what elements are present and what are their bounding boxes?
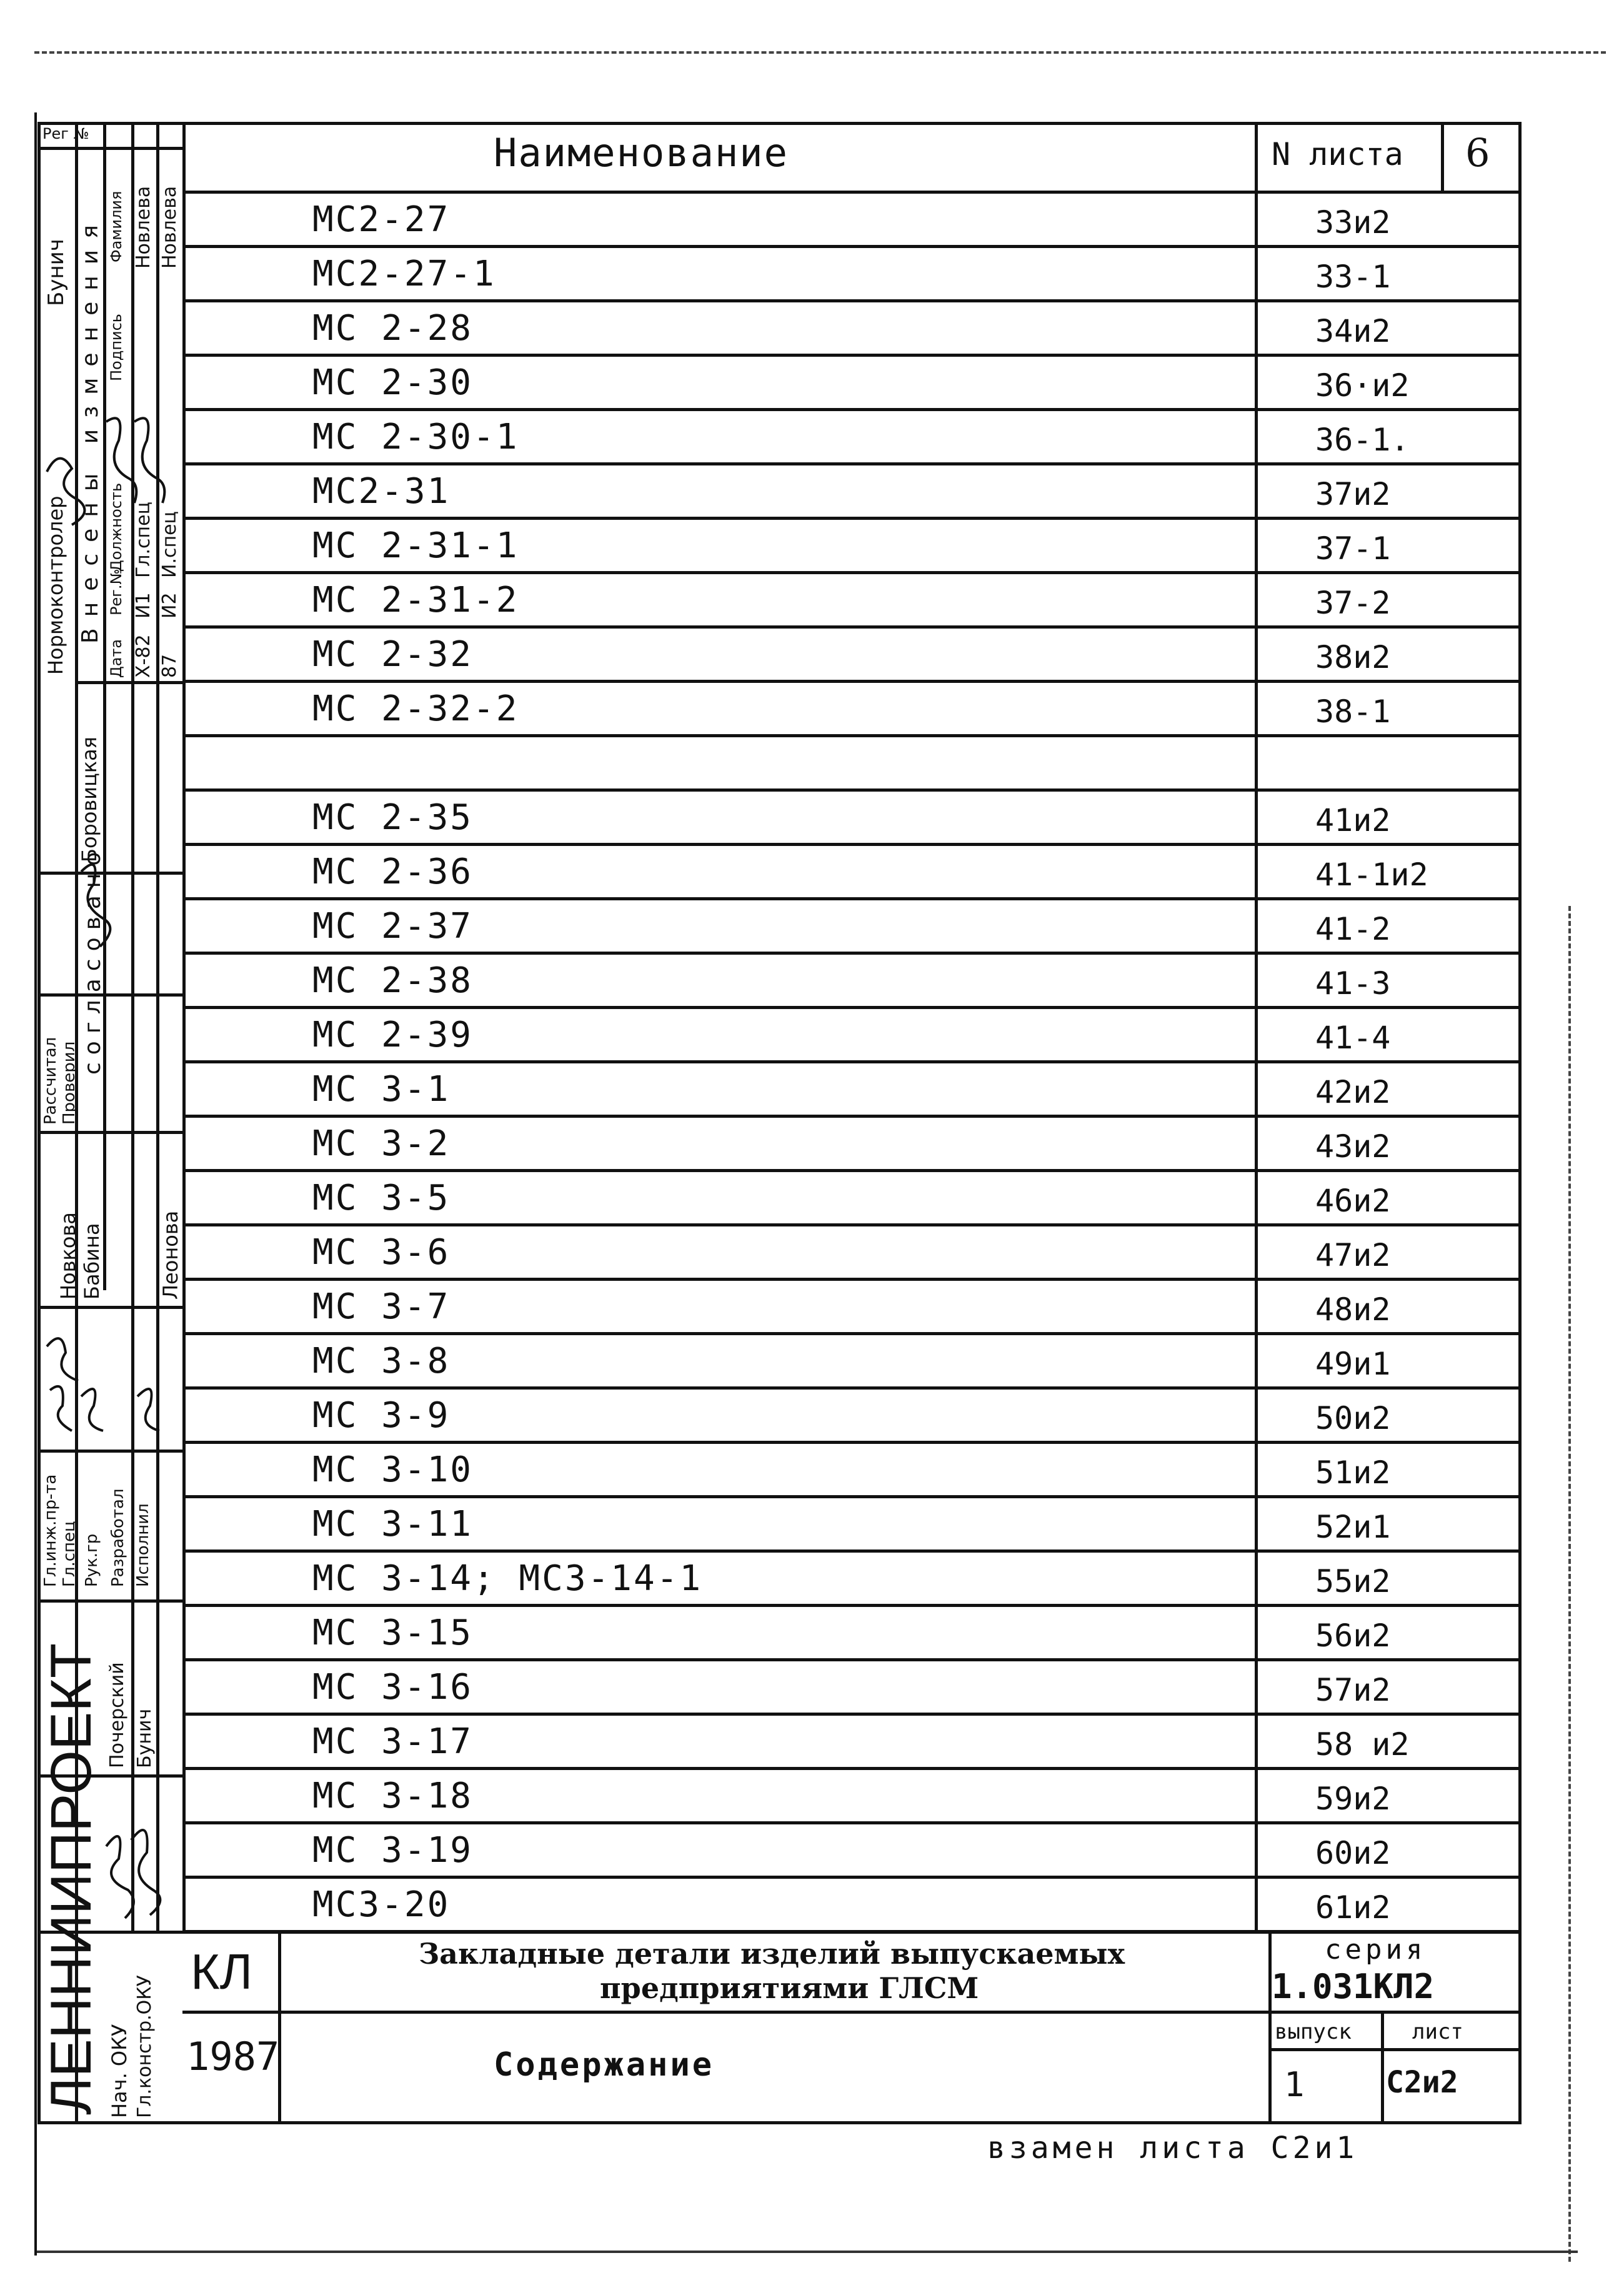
- row-name: МС 2-32-2: [312, 689, 519, 729]
- header-bottom: [182, 191, 1520, 194]
- row-sheet-number: 47и2: [1315, 1237, 1391, 1273]
- row-sheet-number: 50и2: [1315, 1400, 1391, 1436]
- row-sheet-number: 41-3: [1315, 965, 1391, 1002]
- agreed-name: Боровицкая: [77, 736, 101, 862]
- sheet-value: С2и2: [1386, 2065, 1458, 2100]
- row-sheet-number: 38-1: [1315, 694, 1391, 730]
- change-2-reg: И2: [159, 592, 181, 619]
- name-leonova: Леонова: [159, 1210, 182, 1300]
- row-sheet-number: 36-1.: [1315, 422, 1410, 458]
- row-divider: [182, 1821, 1520, 1824]
- col-sheet-header: N листа: [1272, 136, 1403, 172]
- project-code: КЛ: [191, 1944, 253, 1999]
- norm-control-label: Нормоконтролер: [44, 495, 67, 675]
- row-divider: [182, 571, 1520, 574]
- row-sheet-number: 43и2: [1315, 1128, 1391, 1165]
- row-name: МС 3-18: [312, 1776, 474, 1816]
- row-divider: [182, 408, 1520, 411]
- row-name: МС 3-15: [312, 1613, 474, 1653]
- row-name: МС 2-31-2: [312, 580, 519, 620]
- row-sheet-number: 59и2: [1315, 1781, 1391, 1817]
- row-name: МС 2-37: [312, 906, 474, 947]
- row-sheet-number: 52и1: [1315, 1509, 1391, 1545]
- row-divider: [182, 1441, 1520, 1444]
- row-divider: [182, 952, 1520, 955]
- title-block-mid: [182, 2011, 1520, 2014]
- row-divider: [182, 734, 1520, 737]
- row-divider: [182, 788, 1520, 792]
- row-name: МС 3-8: [312, 1341, 451, 1381]
- changes-col-date: Дата: [107, 639, 125, 678]
- row-divider: [182, 1549, 1520, 1553]
- row-name: МС 3-7: [312, 1286, 451, 1327]
- row-name: МС 3-11: [312, 1504, 474, 1544]
- row-sheet-number: 37-1: [1315, 530, 1391, 567]
- row-divider: [182, 1604, 1520, 1607]
- sheet-subject: Содержание: [494, 2046, 715, 2084]
- row-sheet-number: 55и2: [1315, 1563, 1391, 1599]
- row-divider: [182, 1767, 1520, 1770]
- row-divider: [182, 1278, 1520, 1281]
- signoff-head-oku: Нач. ОКУ: [107, 2024, 131, 2118]
- row-sheet-number: 56и2: [1315, 1618, 1391, 1654]
- row-divider: [182, 1713, 1520, 1716]
- row-name: МС2-27: [312, 199, 451, 240]
- bottom-edge: [34, 2251, 1578, 2253]
- row-sheet-number: 41-1и2: [1315, 857, 1428, 893]
- top-dashed-edge: [34, 51, 1606, 54]
- row-divider: [182, 1332, 1520, 1335]
- row-name: МС2-27-1: [312, 254, 496, 294]
- row-sheet-number: 49и1: [1315, 1346, 1391, 1382]
- row-sheet-number: 33и2: [1315, 204, 1391, 241]
- change-1-surname: Новлева: [132, 186, 154, 269]
- signatures: [37, 122, 187, 2121]
- change-2-date: 87: [159, 654, 181, 678]
- role-executed: Исполнил: [134, 1503, 152, 1587]
- title-block-bottom: [37, 2121, 1522, 2124]
- row-name: МС 3-9: [312, 1395, 451, 1436]
- title-block-code-sep: [278, 1931, 281, 2121]
- left-edge: [34, 112, 37, 2256]
- col-name-header: Наименование: [494, 130, 789, 176]
- row-divider: [182, 354, 1520, 357]
- row-name: МС 3-1: [312, 1069, 451, 1110]
- row-name: МС 2-35: [312, 797, 474, 838]
- role-calculated: Рассчитал: [41, 1037, 60, 1125]
- norm-control-name: Бунич: [44, 239, 69, 306]
- row-sheet-number: 42и2: [1315, 1074, 1391, 1110]
- change-2-surname: Новлева: [159, 186, 181, 269]
- row-sheet-number: 60и2: [1315, 1835, 1391, 1871]
- row-sheet-number: 34и2: [1315, 313, 1391, 349]
- row-sheet-number: 41и2: [1315, 802, 1391, 838]
- row-name: МС 3-16: [312, 1667, 474, 1708]
- row-sheet-number: 37-2: [1315, 585, 1391, 621]
- row-sheet-number: 58 и2: [1315, 1726, 1410, 1763]
- row-sheet-number: 41-2: [1315, 911, 1391, 947]
- signoff-chief-designer-oku: Гл.констр.ОКУ: [134, 1975, 156, 2118]
- title-line-2: предприятиями ГЛСМ: [600, 1971, 979, 2005]
- row-name: МС 3-2: [312, 1123, 451, 1164]
- reg-no-label: Рег №: [42, 125, 89, 142]
- row-divider: [182, 1386, 1520, 1390]
- row-name: МС 2-32: [312, 634, 474, 675]
- title-block-top: [182, 1931, 1520, 1934]
- row-divider: [182, 1169, 1520, 1172]
- signoff-pochersky: Почерский: [106, 1662, 128, 1768]
- organization-name: ЛЕННИИПРОЕКТ: [39, 1643, 103, 2115]
- title-block-series-sep: [1268, 1931, 1272, 2121]
- replaces-note: взамен листа С2и1: [987, 2131, 1358, 2166]
- row-sheet-number: 46и2: [1315, 1183, 1391, 1219]
- row-divider: [182, 1876, 1520, 1879]
- row-divider: [182, 1115, 1520, 1118]
- row-divider: [182, 1060, 1520, 1063]
- change-2-position: И.спец: [159, 511, 181, 578]
- row-divider: [182, 1223, 1520, 1226]
- title-block-issue-sep: [1381, 2011, 1384, 2121]
- issue-label: выпуск: [1275, 2019, 1352, 2044]
- row-name: МС 2-31-1: [312, 525, 519, 566]
- changes-col-reg: Рег.№: [107, 569, 125, 615]
- row-sheet-number: 37и2: [1315, 476, 1391, 512]
- sheet-label: лист: [1412, 2019, 1463, 2044]
- row-name: МС2-31: [312, 471, 451, 512]
- page-num-left: [1441, 122, 1444, 191]
- change-1-reg: И1: [132, 592, 154, 619]
- role-group-head: Рук.гр: [82, 1533, 101, 1587]
- changes-col-position: Должность: [107, 482, 125, 572]
- row-name: МС 2-36: [312, 852, 474, 892]
- right-dashed-edge: [1568, 906, 1571, 2262]
- row-divider: [182, 680, 1520, 683]
- row-sheet-number: 61и2: [1315, 1889, 1391, 1926]
- change-1-position: Гл.спец: [132, 502, 154, 578]
- row-name: МС 3-17: [312, 1721, 474, 1762]
- row-name: МС 2-28: [312, 308, 474, 349]
- changes-col-signature: Подпись: [107, 314, 125, 381]
- row-name: МС 2-39: [312, 1015, 474, 1055]
- row-name: МС 3-19: [312, 1830, 474, 1871]
- row-divider: [182, 1495, 1520, 1498]
- row-divider: [182, 897, 1520, 900]
- name-novkova: Новкова: [56, 1212, 80, 1300]
- changes-title: Внесены изменения: [77, 214, 103, 644]
- row-sheet-number: 57и2: [1315, 1672, 1391, 1708]
- row-name: МС 3-5: [312, 1178, 451, 1218]
- row-name: МС 2-30-1: [312, 417, 519, 457]
- signoff-bunich: Бунич: [134, 1708, 156, 1768]
- row-name: МС 3-10: [312, 1450, 474, 1490]
- name-babina: Бабина: [80, 1223, 104, 1300]
- row-sheet-number: 41-4: [1315, 1020, 1391, 1056]
- row-name: МС 2-38: [312, 960, 474, 1001]
- row-divider: [182, 462, 1520, 465]
- row-divider: [182, 245, 1520, 248]
- row-divider: [182, 299, 1520, 302]
- row-sheet-number: 36·и2: [1315, 367, 1410, 404]
- row-name: МС 3-14; МС3-14-1: [312, 1558, 703, 1599]
- role-checked: Проверил: [60, 1041, 79, 1125]
- series-label: серия: [1325, 1934, 1427, 1966]
- issue-value: 1: [1284, 2065, 1305, 2104]
- row-name: МС 2-30: [312, 362, 474, 403]
- row-sheet-number: 38и2: [1315, 639, 1391, 675]
- changes-col-surname: Фамилия: [107, 191, 125, 262]
- title-line-1: Закладные детали изделий выпускаемых: [419, 1937, 1125, 1971]
- agreed-label: согласовано: [80, 844, 106, 1075]
- row-divider: [182, 1006, 1520, 1009]
- row-sheet-number: 48и2: [1315, 1291, 1391, 1328]
- frame-top: [37, 122, 1522, 125]
- row-divider: [182, 1658, 1520, 1661]
- row-name: МС 3-6: [312, 1232, 451, 1273]
- change-1-date: Х-82: [132, 634, 154, 678]
- row-sheet-number: 51и2: [1315, 1455, 1391, 1491]
- row-sheet-number: 33-1: [1315, 259, 1391, 295]
- role-chief-specialist: Гл.спец: [60, 1521, 79, 1587]
- row-name: МС3-20: [312, 1884, 451, 1925]
- row-divider: [182, 843, 1520, 846]
- row-divider: [182, 625, 1520, 629]
- series-value: 1.031КЛ2: [1272, 1967, 1435, 2006]
- title-block-issue-label-line: [1268, 2048, 1518, 2051]
- role-chief-engineer: Гл.инж.пр-та: [41, 1474, 60, 1587]
- row-divider: [182, 517, 1520, 520]
- page-number: 6: [1465, 130, 1490, 176]
- role-developed: Разработал: [109, 1488, 127, 1587]
- year: 1987: [186, 2034, 280, 2079]
